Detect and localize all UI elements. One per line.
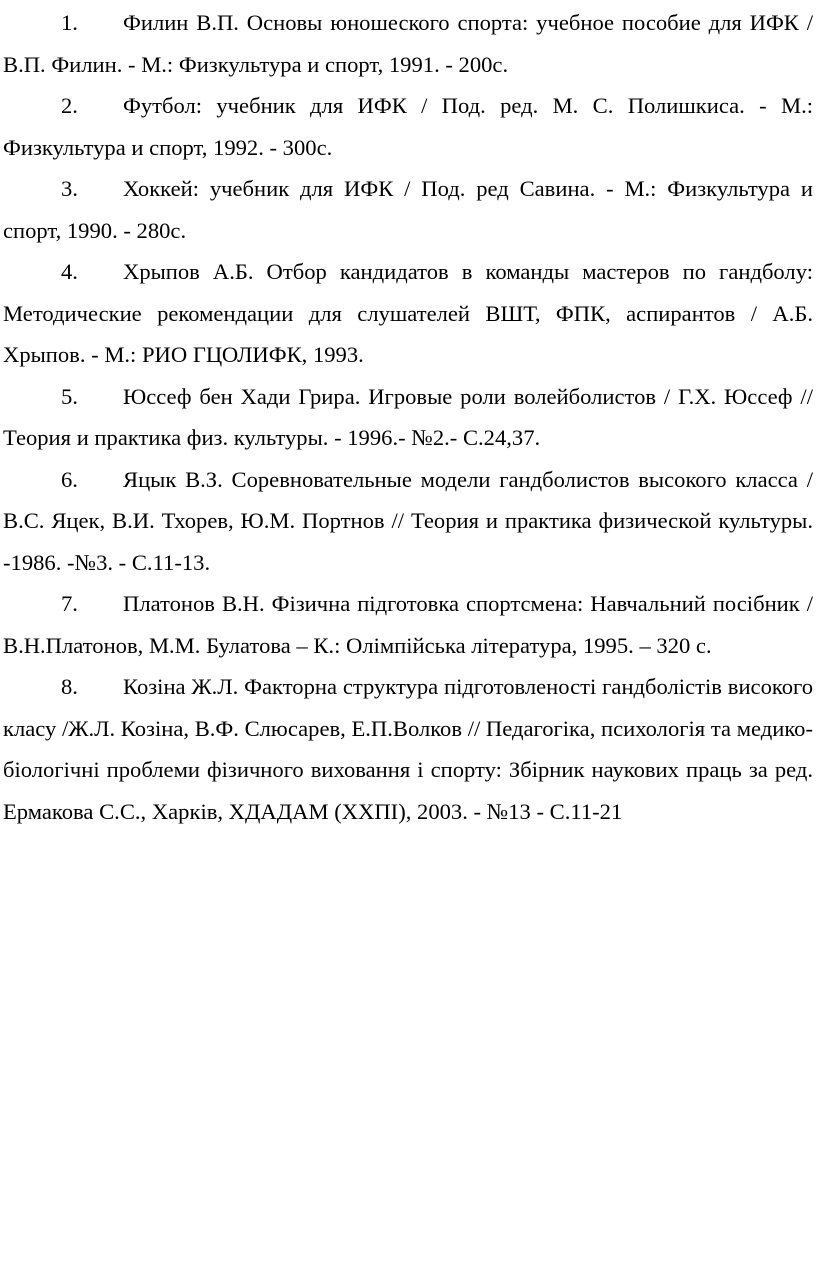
reference-text: Юссеф бен Хади Грира. Игровые роли волейболистов / Г.Х. Юссеф // Теория и практика физ. культуры. - 1996.- №2.- С.24,37. [3,383,813,450]
reference-number: 8. [61,674,78,699]
reference-number: 7. [61,591,78,616]
reference-number: 3. [61,176,78,201]
reference-list [3,2,813,832]
reference-item-1 [3,2,813,85]
reference-text: Яцык В.З. Соревновательные модели гандболистов высокого класса / В.С. Яцек, В.И. Тхорев, Ю.М. Портнов // Теория и практика физической культуры. -1986. -№3. - С.11-13. [3,466,813,575]
reference-text: Футбол: учебник для ИФК / Под. ред. М. С. Полишкиса. - М.: Физкультура и спорт, 1992. - 300с. [3,93,813,160]
reference-item-5 [3,376,813,459]
reference-number: 5. [61,383,78,409]
reference-item-4 [3,251,813,376]
reference-text: Хрыпов А.Б. Отбор кандидатов в команды мастеров по гандболу: Методические рекомендации для слушателей ВШТ, ФПК, аспирантов / А.Б. Хрыпов. - М.: РИО ГЦОЛИФК, 1993. [3,259,813,367]
reference-item-2 [3,85,813,168]
reference-text: Козіна Ж.Л. Факторна структура підготовленості гандболістів високого класу /Ж.Л. Козіна, В.Ф. Слюсарев, Е.П.Волков // Педагогіка, психологія та медико-біологічні проблеми фізичного виховання і спорту: Збірник наукових праць за ред. Ермакова С.С., Харків, ХДАДАМ (ХХПІ), 2003. - №13 - С.11-21 [3,674,813,824]
reference-text: Хоккей: учебник для ИФК / Под. ред Савина. - М.: Физкультура и спорт, 1990. - 280с. [3,176,813,243]
reference-item-3 [3,168,813,251]
reference-text: Платонов В.Н. Фізична підготовка спортсмена: Навчальний посібник / В.Н.Платонов, М.М. Булатова – К.: Олімпійська література, 1995. – 320 с. [3,591,813,658]
reference-text: Филин В.П. Основы юношеского спорта: учебное пособие для ИФК / В.П. Филин. - М.: Физкультура и спорт, 1991. - 200с. [3,10,813,77]
reference-item-7 [3,583,813,666]
reference-number: 4. [61,259,78,284]
reference-number: 2. [61,93,78,118]
reference-number: 6. [61,466,78,492]
reference-item-8 [3,666,813,832]
reference-number: 1. [61,10,78,35]
reference-item-6 [3,459,813,584]
